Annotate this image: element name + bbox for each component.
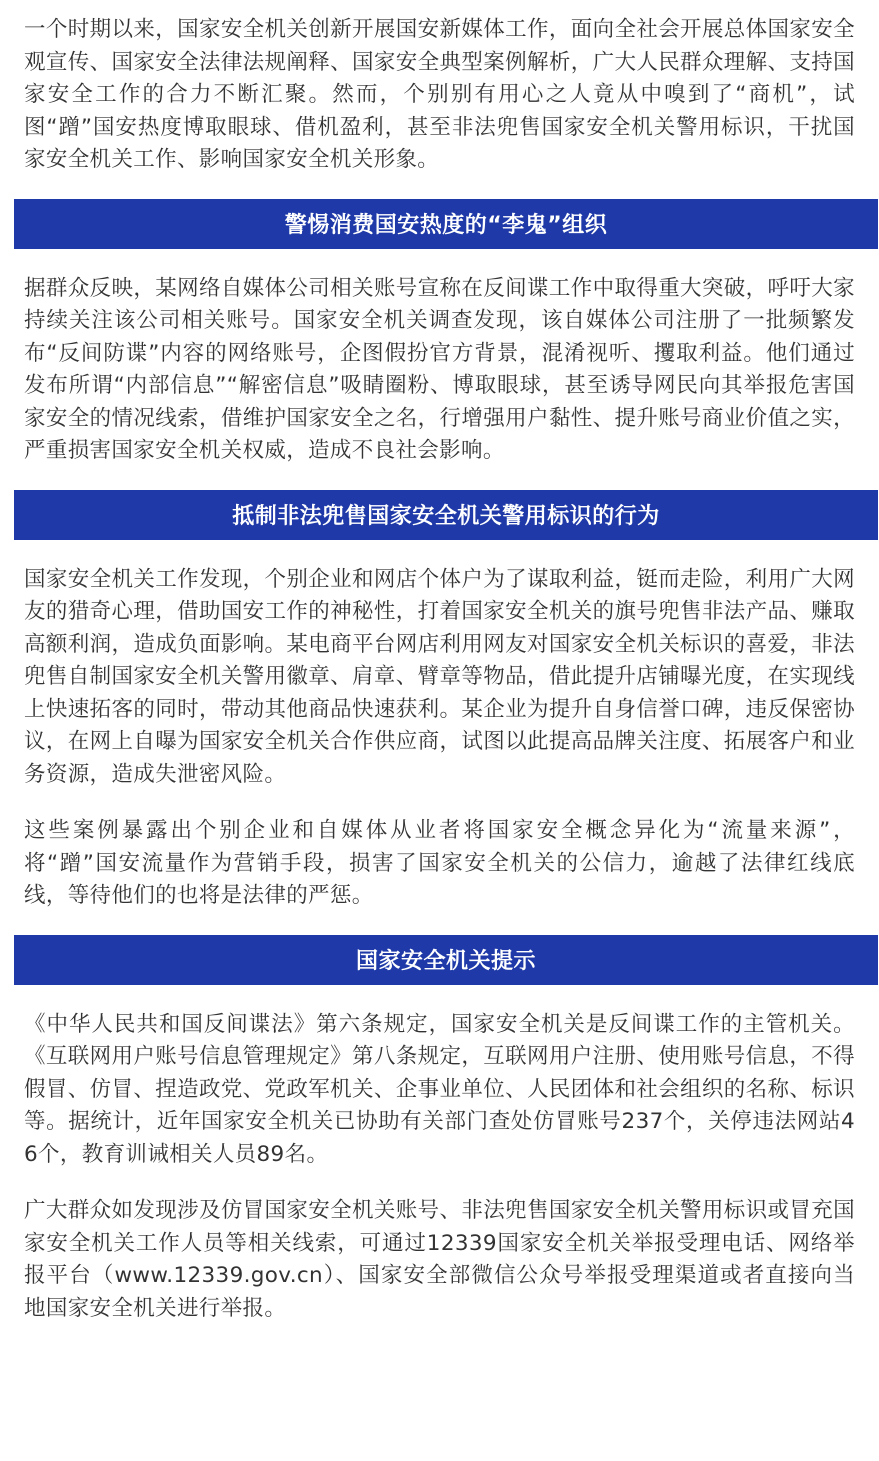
intro-paragraph: 一个时期以来，国家安全机关创新开展国安新媒体工作，面向全社会开展总体国家安全观宣传、国家安全法律法规阐释、国家安全典型案例解析，广大人民群众理解、支持国家安全工作的合力不断汇聚。然而，个别别有用心之人竟从中嗅到了“商机”，试图“蹭”国安热度博取眼球、借机盈利，甚至非法兜售国家安全机关警用标识，干扰国家安全机关工作、影响国家安全机关形象。	[24, 17, 855, 172]
section-heading-3: 国家安全机关提示	[14, 935, 878, 985]
section-2-paragraph-2: 这些案例暴露出个别企业和自媒体从业者将国家安全概念异化为“流量来源”，将“蹭”国安流量作为营销手段，损害了国家安全机关的公信力，逾越了法律红线底线，等待他们的也将是法律的严惩。	[24, 818, 855, 908]
section-2-paragraph-1: 国家安全机关工作发现，个别企业和网店个体户为了谋取利益，铤而走险，利用广大网友的猎奇心理，借助国安工作的神秘性，打着国家安全机关的旗号兜售非法产品、赚取高额利润，造成负面影响。某电商平台网店利用网友对国家安全机关标识的喜爱，非法兜售自制国家安全机关警用徽章、肩章、臂章等物品，借此提升店铺曝光度，在实现线上快速拓客的同时，带动其他商品快速获利。某企业为提升自身信誉口碑，违反保密协议，在网上自曝为国家安全机关合作供应商，试图以此提高品牌关注度、拓展客户和业务资源，造成失泄密风险。	[24, 566, 855, 787]
section-3-paragraph-1: 《中华人民共和国反间谍法》第六条规定，国家安全机关是反间谍工作的主管机关。《互联网用户账号信息管理规定》第八条规定，互联网用户注册、使用账号信息，不得假冒、仿冒、捏造政党、党政军机关、企事业单位、人民团体和社会组织的名称、标识等。据统计，近年国家安全机关已协助有关部门查处仿冒账号237个，关停违法网站46个，教育训诫相关人员89名。	[24, 1011, 855, 1167]
section-heading-2: 抵制非法兜售国家安全机关警用标识的行为	[14, 490, 878, 540]
section-1-paragraph-1: 据群众反映，某网络自媒体公司相关账号宣称在反间谍工作中取得重大突破，呼吁大家持续关注该公司相关账号。国家安全机关调查发现，该自媒体公司注册了一批频繁发布“反间防谍”内容的网络账号，企图假扮官方背景，混淆视听、攫取利益。他们通过发布所谓“内部信息”“解密信息”吸睛圈粉、博取眼球，甚至诱导网民向其举报危害国家安全的情况线索，借维护国家安全之名，行增强用户黏性、提升账号商业价值之实，严重损害国家安全机关权威，造成不良社会影响。	[24, 275, 855, 463]
section-3-paragraph-2: 广大群众如发现涉及仿冒国家安全机关账号、非法兜售国家安全机关警用标识或冒充国家安全机关工作人员等相关线索，可通过12339国家安全机关举报受理电话、网络举报平台（www.12339.gov.cn）、国家安全部微信公众号举报受理渠道或者直接向当地国家安全机关进行举报。	[24, 1198, 855, 1321]
section-heading-1: 警惕消费国安热度的“李鬼”组织	[14, 199, 878, 249]
